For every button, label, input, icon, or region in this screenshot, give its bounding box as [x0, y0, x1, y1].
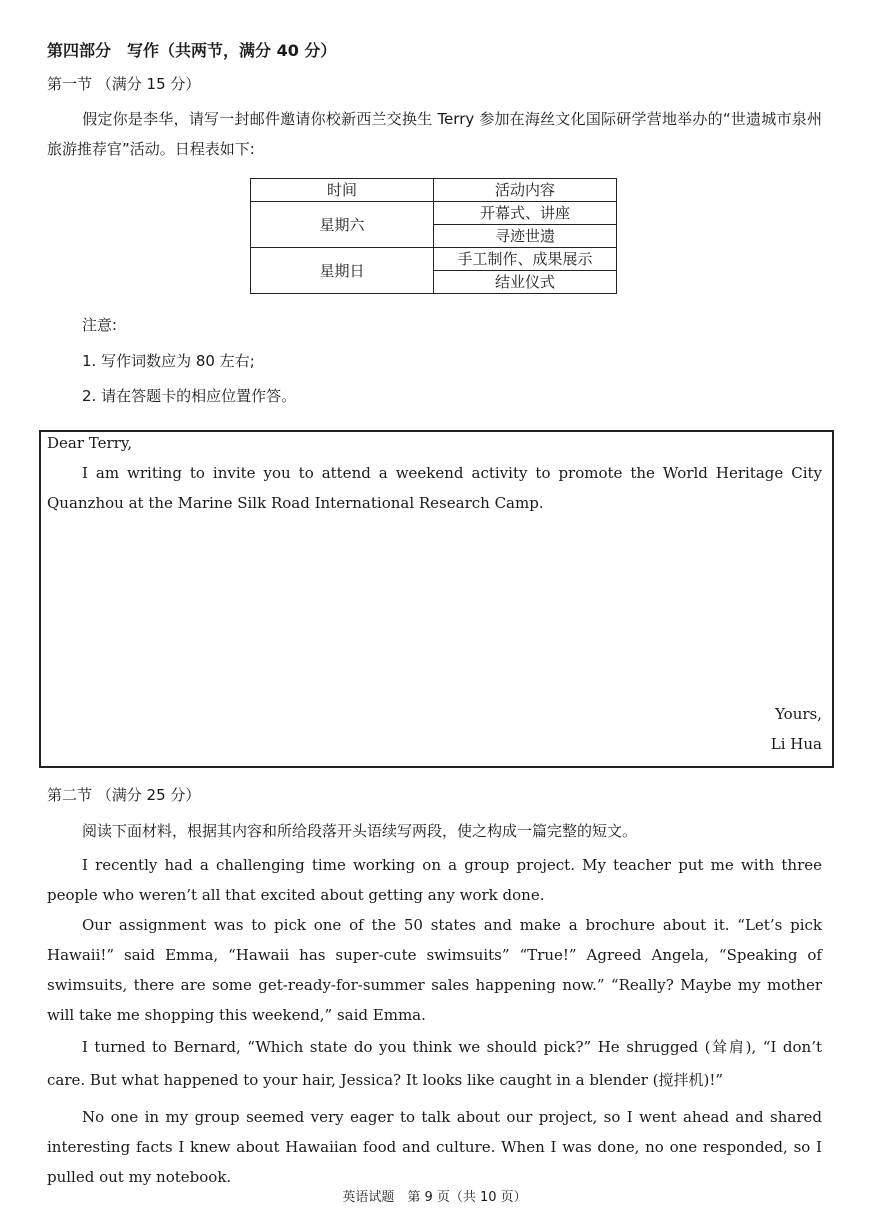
table-header-activity: 活动内容: [434, 179, 617, 202]
story-paragraph: [47, 1031, 822, 1097]
section1-instruction-text: 假定你是李华，请写一封邮件邀请你校新西兰交换生 Terry 参加在海丝文化国际研学营地举办的“世遗城市泉州旅游推荐官”活动。日程表如下:: [47, 110, 822, 158]
table-activity: 寻迹世遗: [434, 225, 617, 248]
letter-signature: Li Hua: [770, 735, 822, 753]
section2-instruction: 阅读下面材料，根据其内容和所给段落开头语续写两段，使之构成一篇完整的短文。: [82, 822, 638, 840]
page-footer: 英语试题 第 9 页（共 10 页）: [342, 1190, 527, 1205]
part-title: 第四部分 写作（共两节，满分 40 分）: [47, 41, 337, 60]
section1-heading: 第一节 （满分 15 分）: [47, 75, 201, 93]
table-header-time: 时间: [251, 179, 434, 202]
story-paragraph-text: Our assignment was to pick one of the 50 states and make a brochure about it. “Let’s pick Hawaii!” said Emma, “Hawaii has super-cute swimsuits” “True!” Agreed Angela, “Speaking of swimsuits, there are some get-ready-for-summer sales happening now.” “Really? Maybe my mother will take me shopping this weekend,” said Emma.: [47, 916, 822, 1024]
table-day-saturday: 星期六: [251, 202, 434, 248]
section2-heading: 第二节 （满分 25 分）: [47, 786, 201, 804]
letter-body: [47, 458, 822, 518]
letter-closing: Yours,: [775, 705, 822, 723]
schedule-table: [250, 178, 617, 294]
table-activity: 手工制作、成果展示: [434, 248, 617, 271]
story-paragraph-text: I recently had a challenging time working on a group project. My teacher put me with three people who weren’t all that excited about getting any work done.: [47, 856, 822, 904]
note-item: 1. 写作词数应为 80 左右;: [82, 352, 255, 370]
section1-instruction: [47, 104, 822, 164]
story-paragraph-text: No one in my group seemed very eager to talk about our project, so I went ahead and shared interesting facts I knew about Hawaiian food and culture. When I was done, no one responded, so I pulled out my notebook.: [47, 1108, 822, 1186]
table-day-sunday: 星期日: [251, 248, 434, 294]
story-paragraph: [47, 1102, 822, 1192]
table-header-row: [251, 179, 617, 202]
table-activity: 结业仪式: [434, 271, 617, 294]
letter-greeting: Dear Terry,: [47, 434, 133, 452]
table-activity: 开幕式、讲座: [434, 202, 617, 225]
story-paragraph: [47, 910, 822, 1030]
table-row: [251, 248, 617, 271]
story-paragraph-text: I turned to Bernard, “Which state do you think we should pick?” He shrugged (耸肩), “I don’t care. But what happened to your hair, Jessica? It looks like caught in a blender (搅拌机)!”: [47, 1038, 822, 1089]
note-item: 2. 请在答题卡的相应位置作答。: [82, 387, 297, 405]
table-row: [251, 202, 617, 225]
story-paragraph: [47, 850, 822, 910]
letter-body-text: I am writing to invite you to attend a weekend activity to promote the World Heritage City Quanzhou at the Marine Silk Road International Research Camp.: [47, 464, 822, 512]
notes-label: 注意:: [82, 316, 118, 334]
